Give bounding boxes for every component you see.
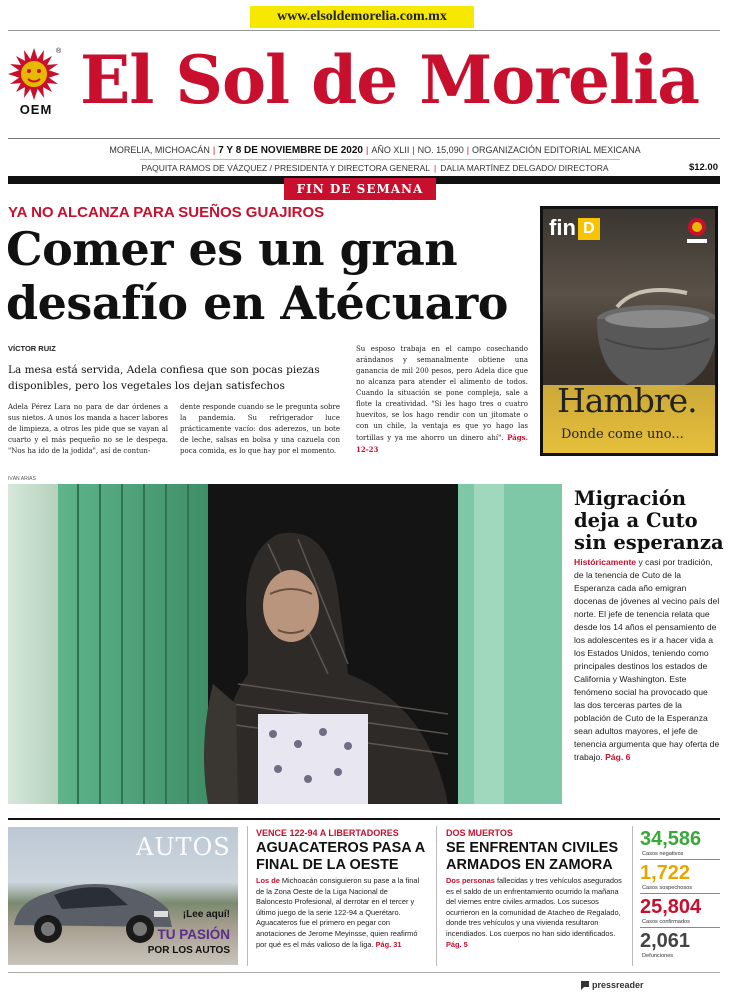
lead-column-3-text: Su esposo trabaja en el campo cosechando arándanos y semanalmente obtiene una ganancia de mil 200 pesos, pero Adela dice que no alcanza para atender el alimento de todos. Cuando la situación se pone compleja, sale a flote la creatividad. "Si les hago tres o cuatro huevitos, se los hago rendir con un jitomate o con un chile, la ventaja es que yo hago las tortillas y ya me ahorro un dinero ahí". [356, 345, 528, 442]
website-url[interactable]: www.elsoldemorelia.com.mx [250, 6, 474, 28]
stat-suspected-label: Casos sospechosos [642, 885, 693, 891]
pressreader-brand[interactable]: pressreader [592, 980, 644, 990]
lead-headline[interactable]: Comer es un gran desafío en Atécuaro [6, 222, 508, 330]
autos-promo[interactable] [8, 827, 238, 965]
masthead-title[interactable]: El Sol de Morelia [80, 41, 699, 119]
lead-body-column-1: Adela Pérez Lara no para de dar órdenes a sus nietos. A unos los manda a hacer labores de limpieza, a otros les pide que se vayan al cuarto y el más pequeño no se le despega. "Nos ha ido de la jodida", así de contun- [8, 403, 168, 455]
oem-logo-text: OEM [19, 102, 53, 117]
basketball-body [256, 876, 426, 950]
zamora-lead-word: Dos personas [446, 876, 495, 885]
registered-mark: ® [56, 48, 62, 55]
edition-organization: ORGANIZACIÓN EDITORIAL MEXICANA [472, 145, 641, 155]
car-illustration [8, 857, 178, 957]
side-story-body [574, 556, 720, 764]
stat-suspected-value: 1,722 [640, 862, 691, 884]
fin-logo-letter: D [578, 218, 600, 240]
stat-confirmed-label: Casos confirmados [642, 919, 690, 925]
lead-page-ref[interactable]: Págs. 12-23 [356, 433, 528, 454]
basketball-headline[interactable]: AGUACATEROS PASA A FINAL DE LA OESTE [256, 840, 425, 873]
side-story-headline[interactable]: Migración deja a Cuto sin esperanza [574, 487, 724, 554]
edition-date: 7 Y 8 DE NOVIEMBRE DE 2020 [218, 145, 363, 156]
promo-title: Hambre. [557, 381, 697, 420]
stat-negative-value: 34,586 [640, 828, 702, 850]
stat-divider [640, 859, 720, 860]
fin-promo-box[interactable] [540, 206, 718, 456]
footer-rule [8, 972, 720, 973]
side-story-text: y casi por tradición, de la tenencia de Cuto de la Esperanza cada año emigran docenas de jóvenes al vecino país del norte. El jefe de tenencia relata que desde los 14 años el pensamiento de los adolescentes es ir a hacer vida a los Estados Unidos, teniendo como principales destinos los estados de California y Washington. Este fenómeno social ha provocado que las dos terceras partes de la población de Cuto de la Esperanza sean adultos mayores, el jefe de tenencia argumenta que hay oferta de trabajo. [574, 557, 720, 762]
promo-sun-icon [685, 215, 709, 245]
zamora-text: fallecidas y tres vehículos asegurados es el saldo de un enfrentamiento ocurrido la mañana del viernes entre civiles armados. Los sucesos ocurrieron en la comunidad de Atacheo de Regalado, donde tres vehículos y una vivienda resultaron incendiados. Los cuerpos no han sido identificados. [446, 876, 622, 938]
lead-body-column-3 [356, 344, 528, 456]
promo-subtitle: Donde come uno... [561, 427, 684, 442]
zamora-body [446, 876, 624, 950]
basketball-page-ref[interactable]: Pág. 31 [375, 939, 402, 949]
weekend-section-tab[interactable]: FIN DE SEMANA [284, 178, 436, 200]
edition-year: AÑO XLII [371, 145, 410, 155]
edition-rule [140, 159, 620, 160]
basketball-text: Michoacán consiguieron su pase a la final de la Zona Oeste de la Liga Nacional de Baloncesto Profesional, al derrotar en el tercer y último juego de la serie 122-94 a Querétaro. Aguacateros fue el primero en pegar con anotaciones de Jerome Meyinsse, quien reafirmó por qué es el más valioso de la liga. [256, 876, 420, 949]
column-divider [632, 826, 633, 966]
stat-divider [640, 893, 720, 894]
column-divider [436, 826, 437, 966]
lead-photo[interactable] [8, 484, 562, 804]
url-banner [0, 0, 750, 38]
top-rule [8, 30, 720, 31]
zamora-kicker: DOS MUERTOS [446, 828, 513, 838]
stat-deaths-label: Defunciones [642, 953, 674, 959]
pressreader-icon [580, 980, 590, 991]
stat-divider [640, 927, 720, 928]
edition-city: MORELIA, MICHOACÁN [109, 145, 210, 155]
woman-in-doorway-photo [8, 484, 562, 804]
oem-sun-logo [8, 48, 64, 118]
column-divider [247, 826, 248, 966]
lead-deck: La mesa está servida, Adela confiesa que son pocas piezas disponibles, pero los vegetales los dejan satisfechos [8, 364, 320, 392]
stat-confirmed-value: 25,804 [640, 896, 702, 918]
side-story-lead-word: Históricamente [574, 557, 637, 567]
autos-cta-cars: POR LOS AUTOS [147, 945, 230, 956]
price: $12.00 [688, 162, 718, 173]
masthead-rule [8, 138, 720, 139]
lead-body-column-2: dente responde cuando se le pregunta sobre la pandemia. Su refrigerador luce prácticamente vacío: dos aderezos, un bote de leche, salsas en bolsa y una cazuela con poca comida, es lo que hay por el momento. [180, 403, 340, 455]
fin-logo-text: fin [549, 215, 576, 240]
zamora-headline[interactable]: SE ENFRENTAN CIVILES ARMADOS EN ZAMORA [446, 840, 619, 873]
staff-director: DALIA MARTÍNEZ DELGADO/ DIRECTORA [440, 163, 609, 173]
fin-logo [549, 215, 617, 241]
basketball-kicker: VENCE 122-94 A LIBERTADORES [256, 828, 399, 838]
lead-kicker: YA NO ALCANZA PARA SUEÑOS GUAJIROS [8, 204, 325, 221]
stat-negative-label: Casos negativos [642, 851, 684, 857]
autos-cta-passion: TU PASIÓN [157, 927, 230, 942]
autos-title: AUTOS [136, 833, 231, 861]
autos-cta-read[interactable]: ¡Lee aquí! [182, 909, 230, 920]
edition-line: MORELIA, MICHOACÁN | 7 Y 8 DE NOVIEMBRE DE 2020 | AÑO XLII | NO. 15,090 | ORGANIZACIÓN EDITORIAL MEXICANA [109, 145, 641, 156]
staff-president: PAQUITA RAMOS DE VÁZQUEZ / PRESIDENTA Y DIRECTORA GENERAL [141, 163, 431, 173]
side-story-page-ref[interactable]: Pág. 6 [605, 752, 631, 762]
zamora-page-ref[interactable]: Pág. 5 [446, 939, 468, 949]
photo-credit: IVÁN ARIAS [8, 476, 36, 482]
edition-number: NO. 15,090 [417, 145, 464, 155]
lead-byline: VÍCTOR RUIZ [8, 344, 56, 353]
stat-deaths-value: 2,061 [640, 930, 691, 952]
basketball-lead-word: Los de [256, 876, 280, 885]
bottom-section-rule [8, 818, 720, 820]
staff-line: PAQUITA RAMOS DE VÁZQUEZ / PRESIDENTA Y DIRECTORA GENERAL | DALIA MARTÍNEZ DELGADO/ DIRECTORA $12.00 [141, 162, 718, 173]
